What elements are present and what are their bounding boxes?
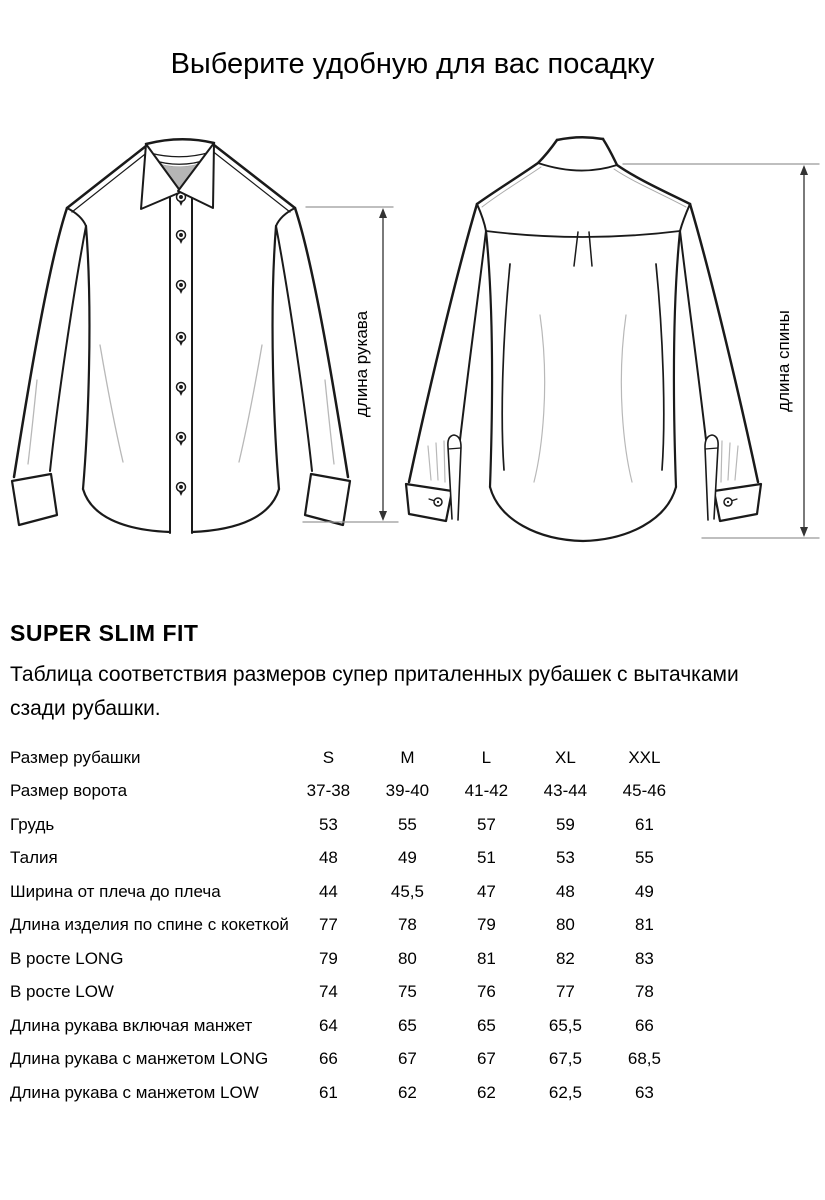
back-yoke-seam [477, 204, 690, 266]
back-shirt-drawing [400, 130, 825, 560]
size-value-cell: 80 [397, 948, 417, 968]
size-value-cell: 77 [318, 915, 338, 935]
table-row [10, 775, 684, 809]
row-label: В росте LONG [10, 948, 124, 968]
size-value-cell: 74 [318, 982, 338, 1002]
size-value-cell: 37-38 [306, 781, 351, 801]
size-value-cell: 39-40 [385, 781, 430, 801]
size-value-cell: 82 [555, 948, 575, 968]
size-value-cell: 66 [318, 1049, 338, 1069]
table-row [10, 1043, 684, 1077]
arrow-up-icon [800, 165, 808, 175]
size-value-cell: 51 [476, 848, 496, 868]
size-value-cell: 77 [555, 982, 575, 1002]
size-value-cell: 67 [397, 1049, 417, 1069]
row-label: Талия [10, 848, 58, 868]
size-value-cell: XL [555, 747, 576, 767]
fit-heading: SUPER SLIM FIT [10, 620, 199, 646]
row-label: Ширина от плеча до плеча [10, 881, 221, 901]
size-value-cell: 49 [397, 848, 417, 868]
size-value-cell: L [481, 747, 492, 767]
row-label: Длина изделия по спине с кокеткой [10, 915, 289, 935]
table-row [10, 875, 684, 909]
size-value-cell: 75 [397, 982, 417, 1002]
table-row [10, 909, 684, 943]
back-length-label: длина спины [774, 310, 793, 412]
size-value-cell: 61 [634, 814, 654, 834]
table-row [10, 1076, 684, 1110]
fit-description-line: сзади рубашки. [10, 697, 161, 720]
size-value-cell: 47 [476, 881, 496, 901]
table-row [10, 942, 684, 976]
size-value-cell: 67 [476, 1049, 496, 1069]
size-value-cell: 48 [318, 848, 338, 868]
row-label: Грудь [10, 814, 55, 834]
size-value-cell: 45-46 [622, 781, 667, 801]
size-value-cell: M [400, 747, 415, 767]
size-value-cell: 80 [555, 915, 575, 935]
size-value-cell: 76 [476, 982, 496, 1002]
size-value-cell: 68,5 [627, 1049, 661, 1069]
table-row [10, 808, 684, 842]
back-body [486, 231, 680, 541]
sleeve-length-label: длина рукава [352, 310, 371, 418]
front-shirt-drawing [0, 130, 400, 550]
size-value-cell: 81 [634, 915, 654, 935]
row-label: Размер рубашки [10, 747, 141, 767]
size-value-cell: 63 [634, 1082, 654, 1102]
back-collar [477, 137, 690, 204]
size-value-cell: 43-44 [543, 781, 588, 801]
size-value-cell: 53 [318, 814, 338, 834]
arrow-down-icon [379, 511, 387, 521]
row-label: Длина рукава с манжетом LOW [10, 1082, 259, 1102]
arrow-down-icon [800, 527, 808, 537]
size-value-cell: 55 [397, 814, 417, 834]
front-buttons [177, 193, 186, 497]
size-value-cell: 83 [634, 948, 654, 968]
table-row [10, 1009, 684, 1043]
size-value-cell: 53 [555, 848, 575, 868]
size-value-cell: 49 [634, 881, 654, 901]
size-value-cell: 48 [555, 881, 575, 901]
row-label: Длина рукава с манжетом LONG [10, 1049, 269, 1069]
front-left-sleeve [12, 208, 86, 525]
size-value-cell: 62 [476, 1082, 496, 1102]
fit-description [10, 658, 810, 726]
size-value-cell: 65,5 [548, 1015, 582, 1035]
size-value-cell: 41-42 [464, 781, 509, 801]
size-table-body [10, 741, 684, 1110]
size-value-cell: 57 [476, 814, 496, 834]
row-label: Длина рукава включая манжет [10, 1015, 253, 1035]
table-row [10, 976, 684, 1010]
size-value-cell: 66 [634, 1015, 654, 1035]
size-value-cell: 78 [397, 915, 417, 935]
size-value-cell: 65 [476, 1015, 496, 1035]
size-value-cell: 79 [318, 948, 338, 968]
arrow-up-icon [379, 208, 387, 218]
back-right-sleeve [680, 204, 761, 521]
size-value-cell: 65 [397, 1015, 417, 1035]
page-title: Выберите удобную для вас посадку [170, 48, 655, 80]
table-row [10, 842, 684, 876]
size-value-cell: 45,5 [390, 881, 424, 901]
size-table [10, 741, 684, 1110]
size-value-cell: 44 [318, 881, 338, 901]
back-left-sleeve [406, 204, 486, 521]
size-value-cell: 55 [634, 848, 654, 868]
size-value-cell: XXL [628, 747, 661, 767]
size-value-cell: 59 [555, 814, 575, 834]
size-value-cell: 61 [318, 1082, 338, 1102]
shirt-figure [0, 130, 825, 570]
front-right-sleeve [276, 208, 350, 525]
front-crease-lines [28, 345, 334, 464]
row-label: В росте LOW [10, 982, 114, 1002]
back-dart [502, 264, 510, 470]
size-value-cell: 78 [634, 982, 654, 1002]
back-crease-lines [428, 315, 738, 482]
size-value-cell: 62 [397, 1082, 417, 1102]
row-label: Размер ворота [10, 781, 128, 801]
size-value-cell: 81 [476, 948, 496, 968]
size-value-cell: S [322, 747, 335, 767]
back-dart [656, 264, 664, 470]
size-value-cell: 67,5 [548, 1049, 582, 1069]
fit-description-line: Таблица соответствия размеров супер приталенных рубашек с вытачками [10, 663, 739, 686]
size-value-cell: 79 [476, 915, 496, 935]
size-value-cell: 62,5 [548, 1082, 582, 1102]
table-row [10, 741, 684, 775]
size-value-cell: 64 [318, 1015, 338, 1035]
